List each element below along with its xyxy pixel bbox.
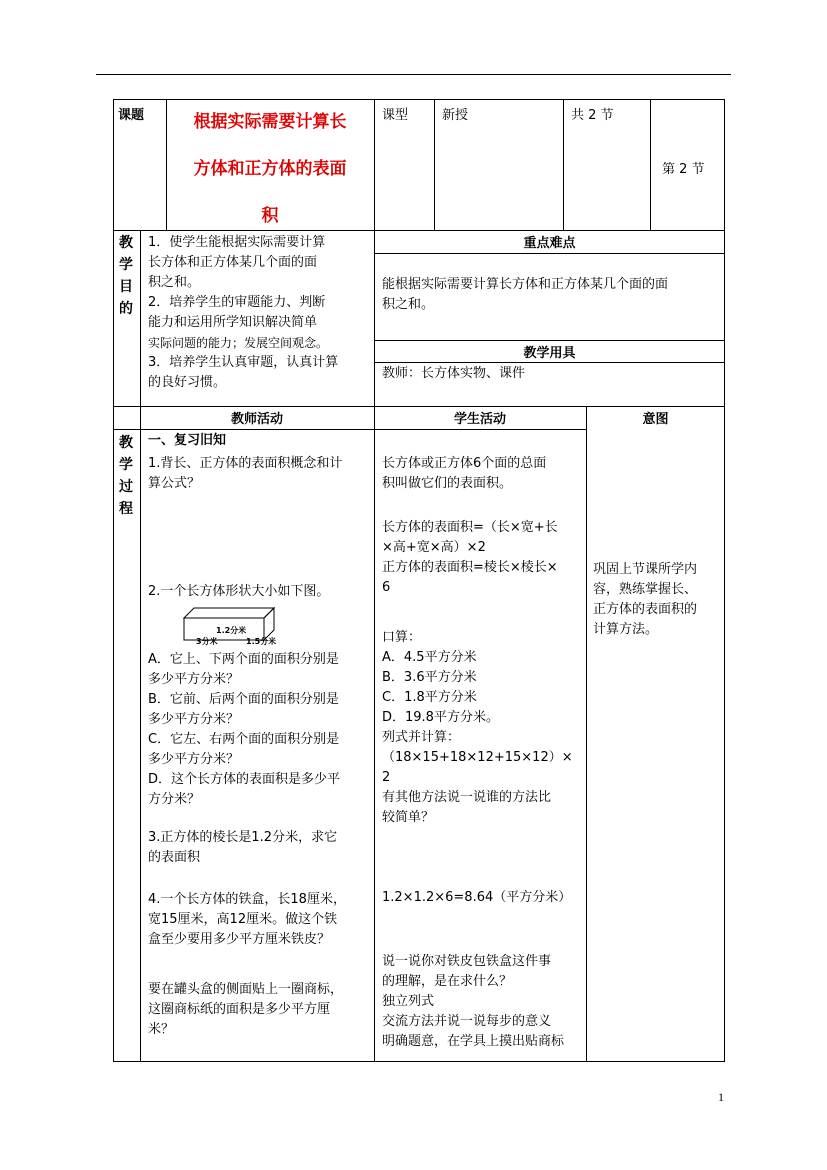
answer-line: 列式并计算： xyxy=(382,730,461,745)
lesson-title-line: 方体和正方体的表面 xyxy=(193,159,347,179)
answer-2 xyxy=(382,518,586,598)
question-line: 这圈商标纸的面积是多少平方厘 xyxy=(148,1002,331,1017)
goal-line: 积之和。 xyxy=(148,275,201,290)
question-line: 算公式？ xyxy=(148,476,201,491)
intent-text xyxy=(593,560,723,640)
goals-label-char: 目 xyxy=(119,279,133,295)
question-line: C．它左、右两个面的面积分别是 xyxy=(148,732,340,747)
topic-label: 课题 xyxy=(118,108,145,123)
lesson-title-line: 根据实际需要计算长 xyxy=(193,112,347,132)
question-line: 4.一个长方体的铁盒，长18厘米， xyxy=(148,892,346,907)
process-label-char: 学 xyxy=(119,457,133,473)
answer-line: 独立列式 xyxy=(382,994,435,1009)
question-line: 方分米？ xyxy=(148,792,201,807)
question-2-intro: 2.一个长方体形状大小如下图。 xyxy=(148,584,330,599)
answer-line: 的理解，是在求什么？ xyxy=(382,974,513,989)
goal-line: 2．培养学生的审题能力、判断 xyxy=(148,295,326,310)
review-section-title: 一、复习旧知 xyxy=(148,433,227,448)
process-label-char: 过 xyxy=(119,479,133,495)
student-activity-heading: 学生活动 xyxy=(453,412,506,427)
answer-line: 有其他方法说一说谁的方法比 xyxy=(382,790,552,805)
intent-line: 容，熟练掌握长、 xyxy=(593,582,698,597)
goals-label xyxy=(116,232,136,320)
answer-5 xyxy=(382,952,586,1052)
intent-line: 巩固上节课所学内 xyxy=(593,562,698,577)
goal-line: 长方体和正方体某几个面的面 xyxy=(148,255,318,270)
answer-3 xyxy=(382,628,586,828)
answer-line: 交流方法并说一说每步的意义 xyxy=(382,1014,552,1029)
answer-line: 口算： xyxy=(382,630,422,645)
cuboid-width-label: 1.5分米 xyxy=(246,637,277,646)
question-line: 多少平方分米？ xyxy=(148,752,240,767)
intent-line: 正方体的表面积的 xyxy=(593,602,698,617)
answer-line: （18×15+18×12+15×12）× xyxy=(382,750,573,765)
answer-line: 正方体的表面积=棱长×棱长× xyxy=(382,560,558,575)
goal-line: 3．培养学生认真审题，认真计算 xyxy=(148,355,339,370)
current-section: 第 2 节 xyxy=(662,162,705,177)
answer-line: 6 xyxy=(382,580,391,595)
question-1 xyxy=(148,454,374,494)
goals-label-char: 学 xyxy=(119,257,133,273)
question-line: 米？ xyxy=(148,1022,175,1037)
cuboid-height-label: 1.2分米 xyxy=(216,626,247,635)
lesson-title-line: 积 xyxy=(261,206,279,226)
goal-line: 能力和运用所学知识解决简单 xyxy=(148,315,318,330)
page-number: 1 xyxy=(718,1090,724,1104)
answer-1 xyxy=(382,454,586,494)
answer-4: 1.2×1.2×6=8.64（平方分米） xyxy=(382,890,572,905)
answer-line: 长方体的表面积=（长×宽+长 xyxy=(382,520,558,535)
question-line: 的表面积 xyxy=(148,850,201,865)
intent-line: 计算方法。 xyxy=(593,622,659,637)
question-5 xyxy=(148,980,374,1040)
answer-line: 积叫做它们的表面积。 xyxy=(382,476,513,491)
lesson-type-label: 课型 xyxy=(382,108,409,123)
key-points-text xyxy=(382,275,722,315)
answer-line: A．4.5平方分米 xyxy=(382,650,477,665)
goal-line: 实际问题的能力；发展空间观念。 xyxy=(148,336,329,350)
question-line: 3.正方体的棱长是1.2分米，求它 xyxy=(148,830,338,845)
question-4 xyxy=(148,890,374,950)
answer-line: ×高+宽×高）×2 xyxy=(382,540,486,555)
goals-label-char: 的 xyxy=(119,301,133,317)
answer-line: C．1.8平方分米 xyxy=(382,690,477,705)
question-line: 多少平方分米？ xyxy=(148,672,240,687)
question-line: D．这个长方体的表面积是多少平 xyxy=(148,772,341,787)
goal-line: 1．使学生能根据实际需要计算 xyxy=(148,235,326,250)
goals-text xyxy=(148,233,374,393)
answer-line: 2 xyxy=(382,770,391,785)
lesson-title xyxy=(166,99,374,240)
answer-line: 说一说你对铁皮包铁盒这件事 xyxy=(382,954,552,969)
answer-line: D．19.8平方分米。 xyxy=(382,710,499,725)
answer-line: 长方体或正方体6个面的总面 xyxy=(382,456,547,471)
intent-heading: 意图 xyxy=(642,412,669,427)
question-line: 盒至少要用多少平方厘米铁皮？ xyxy=(148,932,331,947)
answer-line: 明确题意，在学具上摸出贴商标 xyxy=(382,1034,565,1049)
question-2-items xyxy=(148,650,374,810)
lesson-type-value: 新授 xyxy=(442,108,469,123)
process-label-char: 教 xyxy=(119,435,133,451)
teacher-activity-heading: 教师活动 xyxy=(230,412,283,427)
question-line: 1.背长、正方体的表面积概念和计 xyxy=(148,456,343,471)
process-label-char: 程 xyxy=(119,501,133,517)
key-points-line: 积之和。 xyxy=(382,297,435,312)
key-points-line: 能根据实际需要计算长方体和正方体某几个面的面 xyxy=(382,277,669,292)
total-sections: 共 2 节 xyxy=(571,108,614,123)
question-3 xyxy=(148,828,374,868)
process-label xyxy=(116,432,136,520)
question-line: 宽15厘米，高12厘米。做这个铁 xyxy=(148,912,338,927)
question-line: 要在罐头盒的侧面贴上一圈商标， xyxy=(148,982,344,997)
question-line: B．它前、后两个面的面积分别是 xyxy=(148,692,339,707)
question-line: 多少平方分米？ xyxy=(148,712,240,727)
tools-heading: 教学用具 xyxy=(523,346,576,361)
goals-label-char: 教 xyxy=(119,235,133,251)
question-line: A．它上、下两个面的面积分别是 xyxy=(148,652,339,667)
cuboid-length-label: 3分米 xyxy=(196,637,218,646)
answer-line: B．3.6平方分米 xyxy=(382,670,477,685)
goal-line: 的良好习惯。 xyxy=(148,375,227,390)
key-points-heading: 重点难点 xyxy=(523,236,576,251)
answer-line: 较简单？ xyxy=(382,810,435,825)
tools-text: 教师：长方体实物、课件 xyxy=(382,366,526,381)
